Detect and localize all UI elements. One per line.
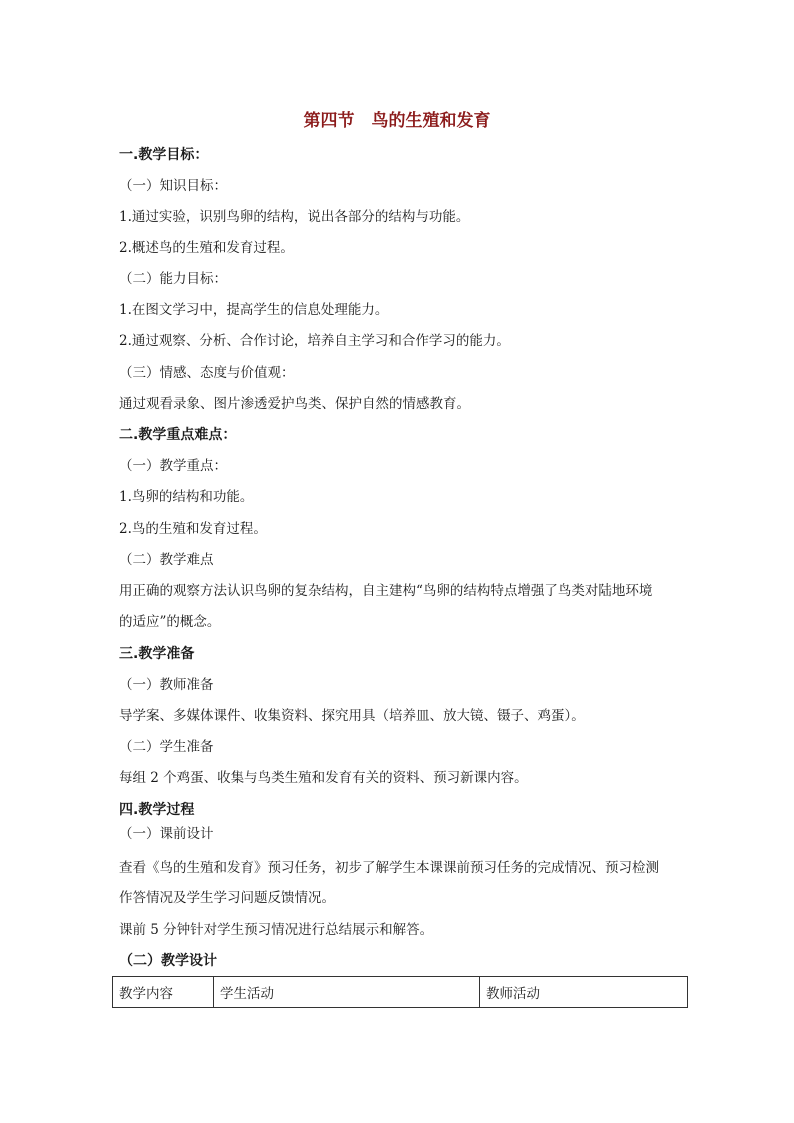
paragraph: 每组 2 个鸡蛋、收集与鸟类生殖和发育有关的资料、预习新课内容。 bbox=[119, 770, 528, 786]
subheading-pre-class: （一）课前设计 bbox=[119, 826, 214, 842]
paragraph: 1.在图文学习中，提高学生的信息处理能力。 bbox=[119, 302, 389, 318]
paragraph: 1.鸟卵的结构和功能。 bbox=[119, 489, 254, 505]
paragraph: 课前 5 分钟针对学生预习情况进行总结展示和解答。 bbox=[119, 922, 434, 938]
subheading-difficulties: （二）教学难点 bbox=[119, 552, 214, 568]
paragraph: 导学案、多媒体课件、收集资料、探究用具（培养皿、放大镜、镊子、鸡蛋）。 bbox=[119, 708, 585, 724]
subheading-student-prep: （二）学生准备 bbox=[119, 739, 214, 755]
table-header-row bbox=[113, 977, 688, 1008]
paragraph: 通过观看录象、图片渗透爱护鸟类、保护自然的情感教育。 bbox=[119, 396, 470, 412]
paragraph: 用正确的观察方法认识鸟卵的复杂结构，自主建构“鸟卵的结构特点增强了鸟类对陆地环境 bbox=[119, 583, 653, 599]
section-heading-process: 四.教学过程 bbox=[119, 802, 195, 818]
subheading-teacher-prep: （一）教师准备 bbox=[119, 677, 214, 693]
subheading-teaching-design: （二）教学设计 bbox=[119, 953, 217, 969]
page-title: 第四节 鸟的生殖和发育 bbox=[303, 111, 491, 131]
subheading-emotion: （三）情感、态度与价值观： bbox=[119, 365, 295, 381]
section-heading-key-points: 二.教学重点难点： bbox=[119, 427, 237, 443]
table-header-cell: 教学内容 bbox=[113, 977, 214, 1008]
paragraph: 的适应”的概念。 bbox=[119, 614, 221, 630]
paragraph: 1.通过实验，识别鸟卵的结构，说出各部分的结构与功能。 bbox=[119, 209, 470, 225]
subheading-ability: （二）能力目标： bbox=[119, 271, 227, 287]
paragraph: 2.鸟的生殖和发育过程。 bbox=[119, 521, 267, 537]
subheading-knowledge: （一）知识目标： bbox=[119, 178, 227, 194]
paragraph: 查看《鸟的生殖和发育》预习任务，初步了解学生本课课前预习任务的完成情况、预习检测 bbox=[119, 860, 659, 876]
teaching-design-table bbox=[112, 976, 688, 1008]
table-header-cell: 学生活动 bbox=[214, 977, 480, 1008]
paragraph: 2.通过观察、分析、合作讨论，培养自主学习和合作学习的能力。 bbox=[119, 333, 510, 349]
paragraph: 作答情况及学生学习问题反馈情况。 bbox=[119, 890, 335, 906]
section-heading-objectives: 一.教学目标： bbox=[119, 147, 209, 163]
paragraph: 2.概述鸟的生殖和发育过程。 bbox=[119, 240, 294, 256]
section-heading-preparation: 三.教学准备 bbox=[119, 646, 195, 662]
subheading-key-points: （一）教学重点： bbox=[119, 458, 227, 474]
table-header-cell: 教师活动 bbox=[480, 977, 688, 1008]
